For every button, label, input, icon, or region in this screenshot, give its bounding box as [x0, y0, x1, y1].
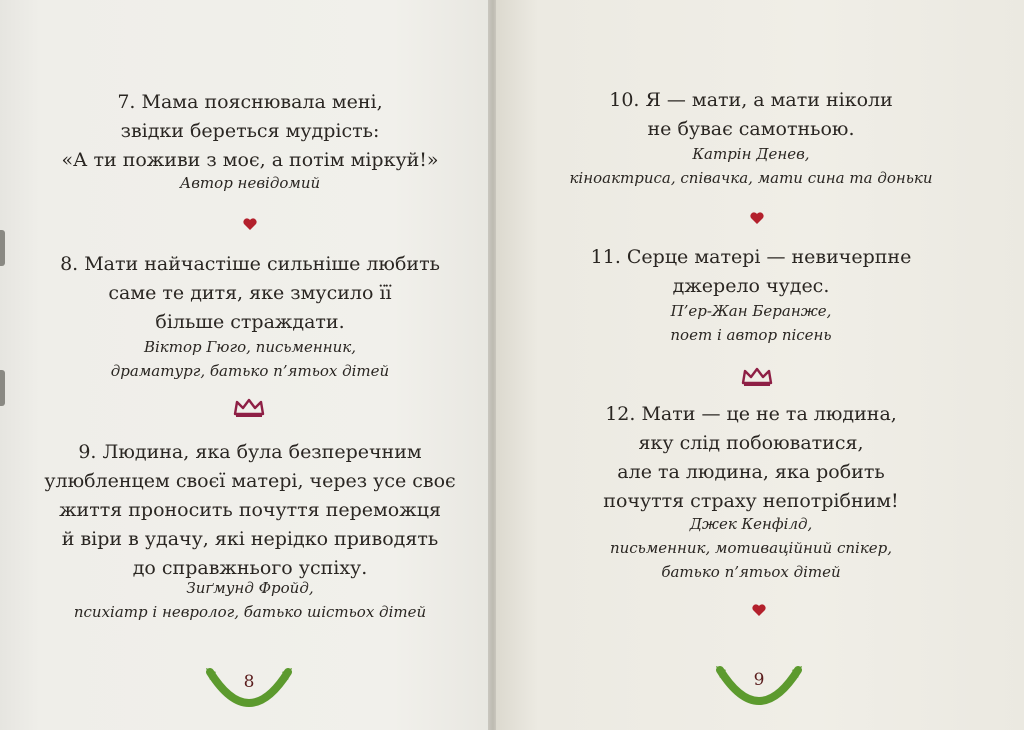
binding-clip: [0, 230, 5, 266]
quote-10-attribution: [506, 142, 996, 190]
attribution-line: кіноактриса, співачка, мати сина та доньки: [569, 169, 933, 187]
quote-line: 8. Мати найчастіше сильніше любить: [60, 253, 440, 275]
quote-12-attribution: [506, 512, 996, 584]
attribution-line: Джек Кенфілд,: [689, 515, 813, 533]
quote-line: джерело чудес.: [672, 275, 830, 297]
quote-line: й віри в удачу, які нерідко приводять: [61, 528, 439, 550]
quote-line: 7. Мама пояснювала мені,: [117, 91, 383, 113]
attribution-line: письменник, мотиваційний спікер,: [609, 539, 893, 557]
attribution-line: Віктор Гюго, письменник,: [143, 338, 357, 356]
quote-9: [20, 438, 480, 583]
quote-line: яку слід побоюватися,: [638, 432, 864, 454]
heart-icon: [750, 212, 764, 224]
quote-8: [20, 250, 480, 337]
quote-line: життя проносить почуття переможця: [59, 499, 441, 521]
quote-line: більше страждати.: [155, 311, 345, 333]
quote-9-attribution: [20, 576, 480, 624]
quote-line: але та людина, яка робить: [617, 461, 885, 483]
right-page: [496, 0, 1024, 730]
quote-line: саме те дитя, яке змусило її: [108, 282, 392, 304]
quote-11-attribution: [506, 299, 996, 347]
quote-12: [506, 400, 996, 516]
attribution-line: Автор невідомий: [179, 174, 321, 192]
quote-line: почуття страху непотрібним!: [603, 490, 899, 512]
attribution-line: психіатр і невролог, батько шістьох дітей: [73, 603, 427, 621]
attribution-line: поет і автор пісень: [670, 326, 832, 344]
crown-icon: [233, 398, 265, 418]
attribution-line: драматург, батько п’ятьох дітей: [110, 362, 390, 380]
quote-line: улюбленцем своєї матері, через усе своє: [44, 470, 456, 492]
quote-line: 11. Серце матері — невичерпне: [590, 246, 912, 268]
quote-line: не буває самотньою.: [647, 118, 855, 140]
quote-10: [506, 86, 996, 144]
quote-11: [506, 243, 996, 301]
quote-line: звідки береться мудрість:: [120, 120, 380, 142]
heart-icon: [752, 604, 766, 616]
binding-clip: [0, 370, 5, 406]
heart-icon: [243, 218, 257, 230]
quote-line: 10. Я — мати, а мати ніколи: [609, 89, 893, 111]
page-number: 8: [243, 672, 255, 692]
crown-icon: [741, 367, 773, 387]
attribution-line: П’ер-Жан Беранже,: [670, 302, 832, 320]
quote-line: «А ти поживи з моє, а потім міркуй!»: [61, 149, 439, 171]
quote-7-attribution: [20, 171, 480, 195]
quote-line: 12. Мати — це не та людина,: [605, 403, 897, 425]
page-number: 9: [753, 670, 765, 690]
quote-line: 9. Людина, яка була безперечним: [78, 441, 422, 463]
attribution-line: Катрін Денев,: [692, 145, 810, 163]
quote-line: до справжнього успіху.: [132, 557, 368, 579]
attribution-line: батько п’ятьох дітей: [661, 563, 841, 581]
quote-7: [20, 88, 480, 175]
attribution-line: Зиґмунд Фройд,: [186, 579, 314, 597]
left-page: [0, 0, 492, 730]
quote-8-attribution: [20, 335, 480, 383]
